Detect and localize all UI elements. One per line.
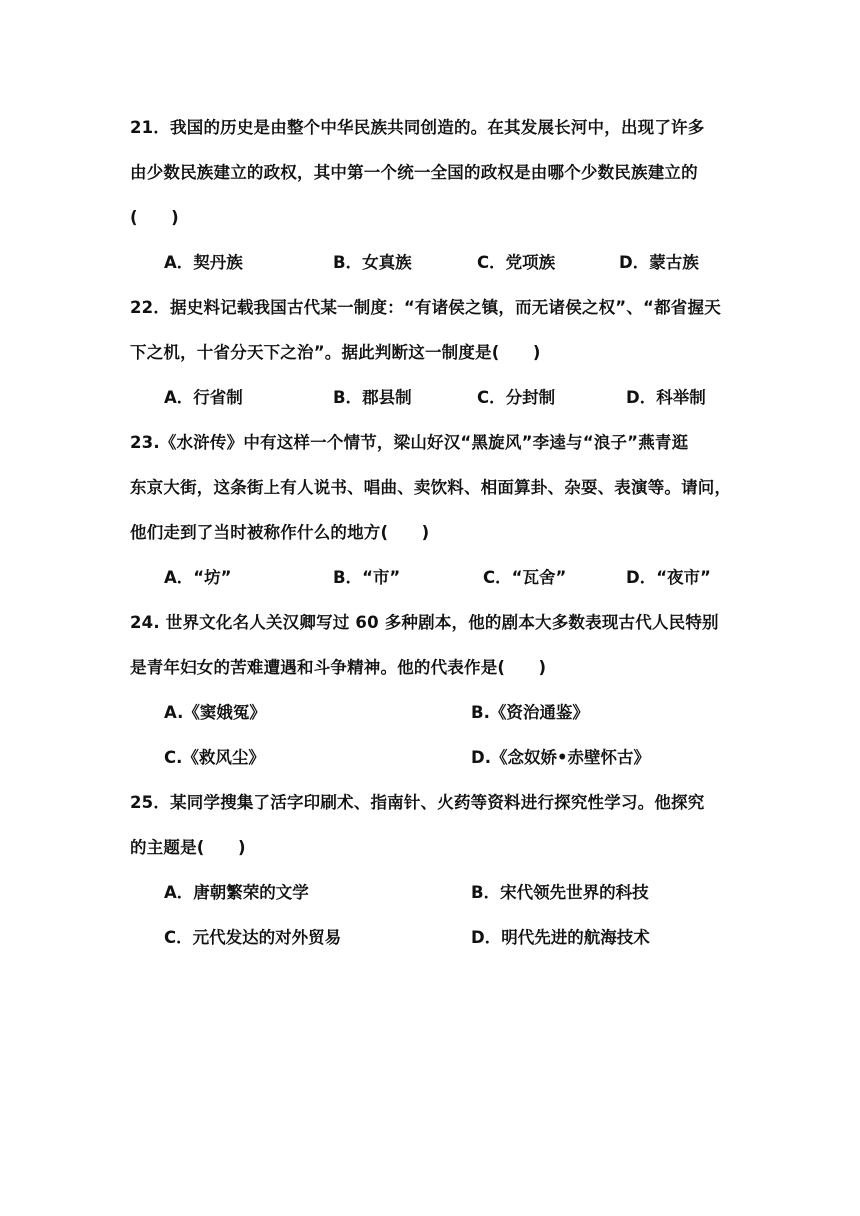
question-22-line-2: 下之机，十省分天下之治”。据此判断这一制度是( ): [130, 343, 541, 362]
question-25-option-c: C．元代发达的对外贸易: [164, 928, 342, 947]
question-22-option-a: A．行省制: [164, 388, 243, 407]
question-24-line-2: 是青年妇女的苦难遭遇和斗争精神。他的代表作是( ): [130, 658, 547, 677]
question-23-line-2: 东京大街，这条街上有人说书、唱曲、卖饮料、相面算卦、杂耍、表演等。请问，: [130, 478, 732, 497]
question-23-line-1: 23.《水浒传》中有这样一个情节，梁山好汉“黑旋风”李逵与“浪子”燕青逛: [130, 433, 689, 452]
question-21-line-3: ( ): [130, 208, 179, 227]
question-22-option-d: D．科举制: [626, 388, 706, 407]
question-24-option-b: B.《资治通鉴》: [471, 703, 589, 722]
question-25-option-b: B．宋代领先世界的科技: [471, 883, 649, 902]
question-22-option-b: B．郡县制: [333, 388, 412, 407]
question-24-option-d: D.《念奴娇•赤壁怀古》: [471, 748, 651, 767]
question-24-option-a: A.《窦娥冤》: [164, 703, 266, 722]
question-21-option-b: B．女真族: [333, 253, 412, 272]
question-21-line-2: 由少数民族建立的政权，其中第一个统一全国的政权是由哪个少数民族建立的: [130, 163, 698, 182]
question-22-option-c: C．分封制: [477, 388, 556, 407]
question-25-option-a: A．唐朝繁荣的文学: [164, 883, 309, 902]
question-21-option-d: D．蒙古族: [619, 253, 699, 272]
question-24-option-c: C.《救风尘》: [164, 748, 265, 767]
question-22-line-1: 22．据史料记载我国古代某一制度：“有诸侯之镇，而无诸侯之权”、“都省握天: [130, 298, 721, 317]
question-23-option-b: B．“市”: [333, 568, 401, 587]
question-21-line-1: 21．我国的历史是由整个中华民族共同创造的。在其发展长河中，出现了许多: [130, 118, 705, 137]
question-21-option-a: A．契丹族: [164, 253, 243, 272]
question-23-option-d: D．“夜市”: [626, 568, 711, 587]
question-23-line-3: 他们走到了当时被称作什么的地方( ): [130, 523, 430, 542]
question-21-option-c: C．党项族: [477, 253, 556, 272]
question-23-option-c: C．“瓦舍”: [483, 568, 567, 587]
question-24-line-1: 24. 世界文化名人关汉卿写过 60 多种剧本，他的剧本大多数表现古代人民特别: [130, 613, 719, 632]
question-25-option-d: D．明代先进的航海技术: [471, 928, 650, 947]
question-23-option-a: A．“坊”: [164, 568, 232, 587]
question-25-line-2: 的主题是( ): [130, 838, 246, 857]
question-25-line-1: 25．某同学搜集了活字印刷术、指南针、火药等资料进行探究性学习。他探究: [130, 793, 705, 812]
